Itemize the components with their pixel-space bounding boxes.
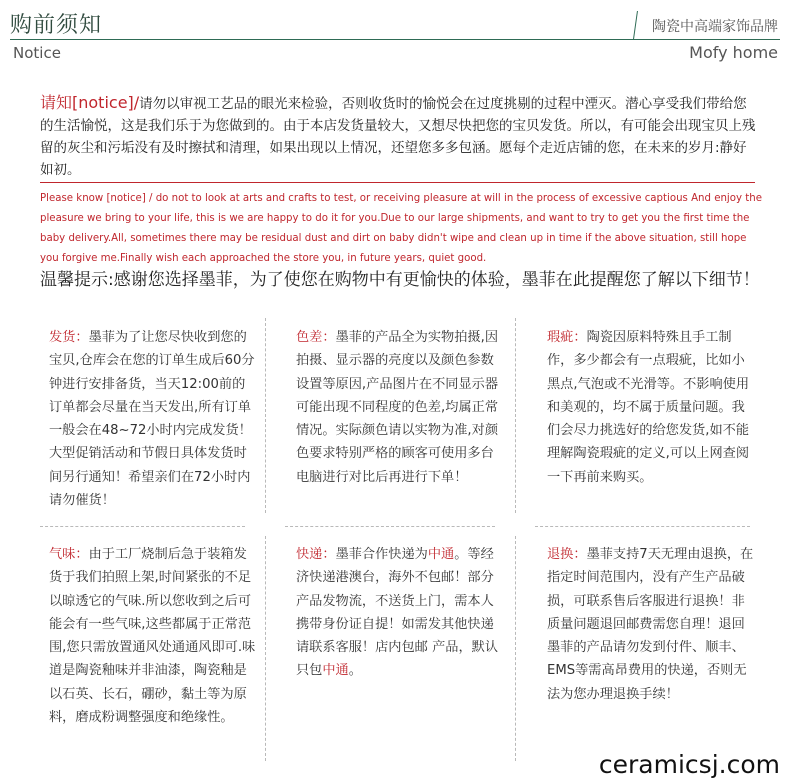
grid-divider xyxy=(265,536,266,761)
watermark: ceramicsj.com xyxy=(598,750,780,779)
info-cell-color xyxy=(296,326,504,489)
grid-divider xyxy=(285,526,495,527)
page-title: 购前须知 xyxy=(10,13,103,38)
cell-key: 色差： xyxy=(296,330,336,345)
grid-divider xyxy=(515,318,516,513)
cell-text: 墨菲的产品全为实物拍摄,因拍摄、显示器的亮度以及颜色参数设置等原因,产品图片在不同显示器可能出现不同程度的色差,均属正常情况。实际颜色请以实物为准,对颜色要求特别严格的顾客可使用多台电脑进行对比后再进行下单！ xyxy=(296,330,499,485)
page-subtitle: Notice xyxy=(13,44,61,62)
cell-text: 墨菲合作快递为 xyxy=(335,547,428,562)
info-cell-flaw xyxy=(547,326,755,489)
info-cell-odor xyxy=(49,543,257,729)
header-divider-corner xyxy=(624,11,638,39)
info-cell-express xyxy=(296,543,504,683)
notice-cn-text: 请勿以审视工艺品的眼光来检验，否则收货时的愉悦会在过度挑剔的过程中湮灭。潜心享受我们带给您的生活愉悦，这是我们乐于为您做到的。由于本店发货量较大，又想尽快把您的宝贝发货。所以，有可能会出现宝贝上残留的灰尘和污垢没有及时擦拭和清理，如果出现以上情况，还望您多多包涵。愿每个走近店铺的您，在未来的岁月:静好如初。 xyxy=(40,96,756,178)
cell-text: 墨菲为了让您尽快收到您的宝贝,仓库会在您的订单生成后60分钟进行安排备货，当天12:00前的订单都会尽量在当天发出,所有订单一般会在48~72小时内完成发货！大型促销活动和节假日具体发货时间另行通知！希望亲们在72小时内请勿催货！ xyxy=(49,330,255,509)
cell-key: 瑕疵： xyxy=(547,330,587,345)
notice-divider xyxy=(40,182,755,183)
brand-slogan: 陶瓷中高端家饰品牌 xyxy=(652,19,778,35)
brand-name: Mofy home xyxy=(689,43,778,62)
cell-key: 快递： xyxy=(296,547,336,562)
cell-text: 墨菲支持7天无理由退换，在指定时间范围内，没有产生产品破损，可联系售后客服进行退换！非质量问题退回邮费需您自理！退回墨菲的产品请勿发到付件、顺丰、EMS等需高昂费用的快递，否则无法为您办理退换手续！ xyxy=(547,547,754,702)
courier-highlight: 中通 xyxy=(427,547,455,562)
grid-divider xyxy=(515,536,516,761)
cell-key: 发货： xyxy=(49,330,89,345)
header-divider xyxy=(10,39,780,40)
grid-divider xyxy=(535,526,750,527)
info-cell-returns xyxy=(547,543,755,706)
grid-divider xyxy=(40,526,245,527)
courier-highlight: 中通 xyxy=(322,663,349,679)
cell-text: 陶瓷因原料特殊且手工制作，多少都会有一点瑕疵，比如小黑点,气泡或不光滑等。不影响使用和美观的，均不属于质量问题。我们会尽力挑选好的给您发货,如不能理解陶瓷瑕疵的定义,可以上网查阅一下再前来购买。 xyxy=(547,330,750,485)
cell-key: 退换： xyxy=(547,547,587,562)
cell-text: 由于工厂烧制后急于装箱发货于我们拍照上架,时间紧张的不足以晾透它的气味.所以您收到之后可能会有一些气味,这些都属于正常范围,您只需放置通风处通通风即可.味道是陶瓷釉味并非油漆，陶瓷釉是以石英、长石，硼砂，黏土等为原料，磨成粉调整强度和绝缘性。 xyxy=(49,547,256,726)
cell-text: 。 xyxy=(348,663,362,679)
info-cell-shipping xyxy=(49,326,257,512)
notice-lead: 请知[notice]/ xyxy=(40,93,140,112)
notice-cn xyxy=(40,92,760,181)
cell-text: 。等经济快递港澳台，海外不包邮！部分产品发物流，不送货上门，需本人携带身份证自提！如需发其他快递请联系客服！店内包邮 产品，默认只包 xyxy=(296,547,499,679)
notice-en: Please know [notice] / do not to look at arts and crafts to test, or receiving pleasure at will in the process of excessive captious And enjoy the pleasure we bring to your life, this is we are happy to do it for you.Due to our large shipments, and want to try to get you the first time the baby delivery.All, sometimes there may be residual dust and dirt on baby didn't wipe and clean up in time if the above situation, still hope you forgive me.Finally wish each approached the store you, in future years, quiet good. xyxy=(40,193,762,264)
tip-heading: 温馨提示:感谢您选择墨菲，为了使您在购物中有更愉快的体验，墨菲在此提醒您了解以下细节！ xyxy=(40,270,760,290)
grid-divider xyxy=(265,318,266,513)
cell-key: 气味： xyxy=(49,547,89,562)
